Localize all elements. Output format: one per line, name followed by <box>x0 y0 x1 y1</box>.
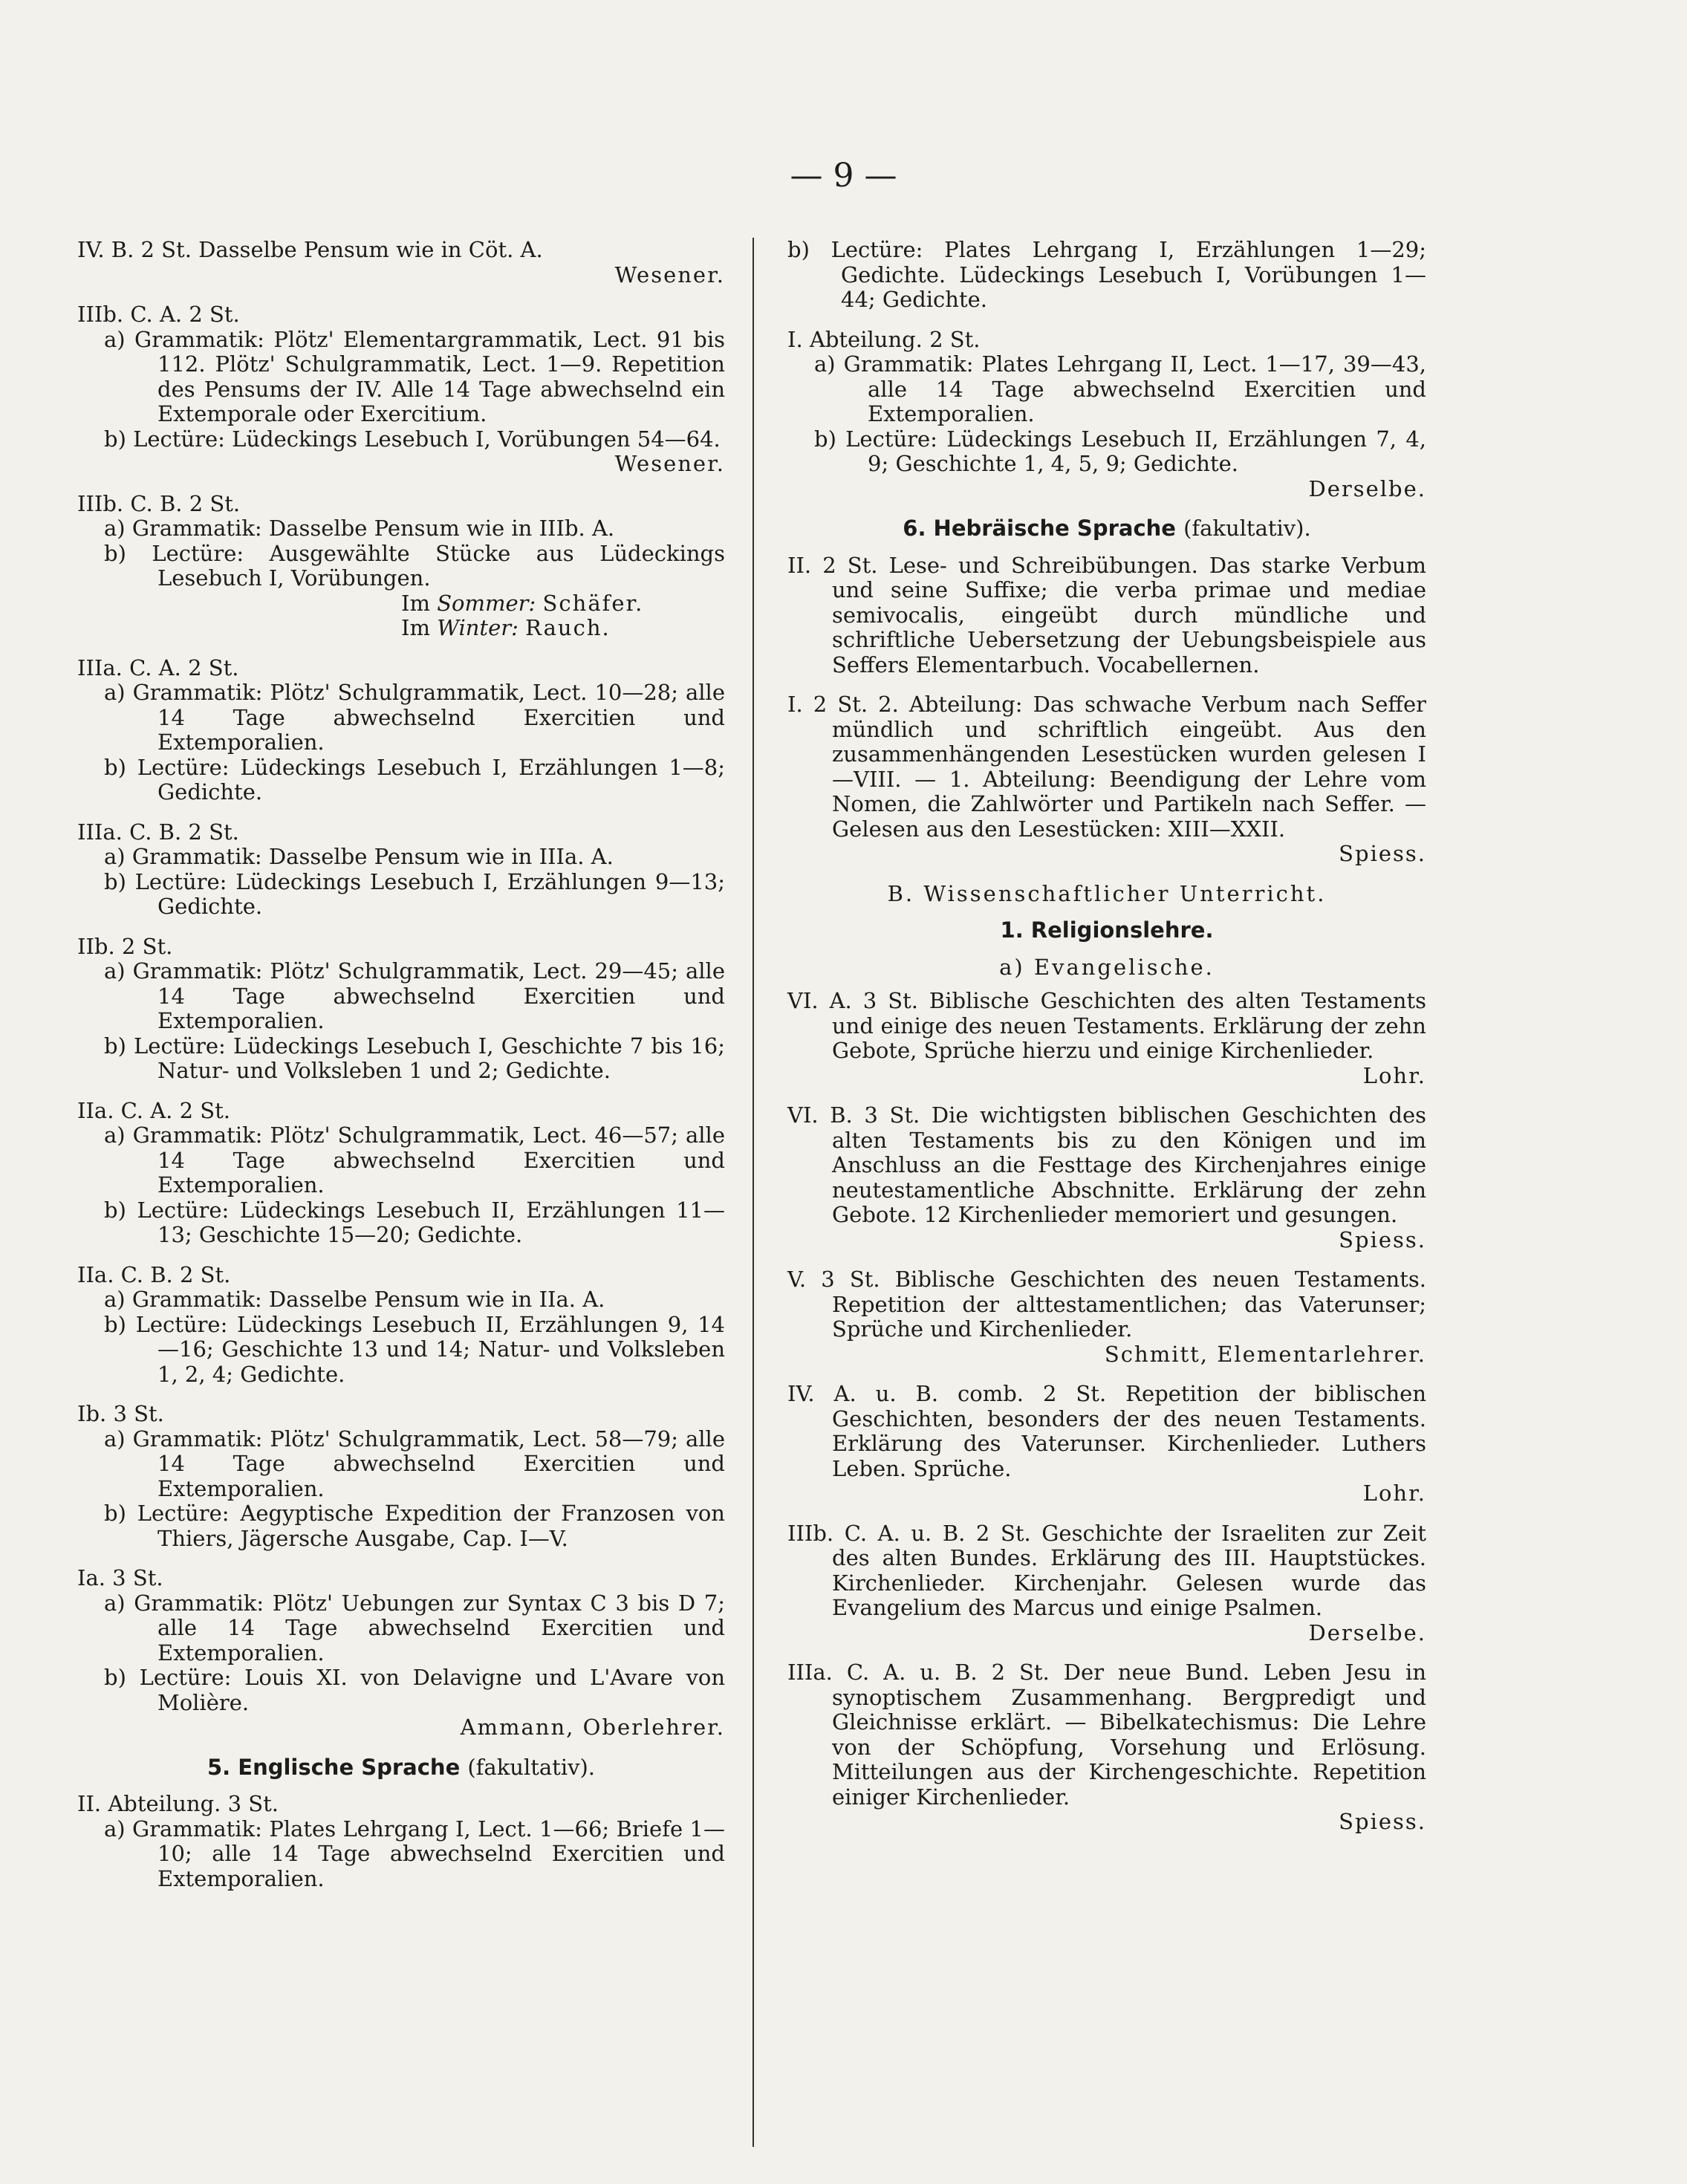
label: Im <box>401 615 430 640</box>
section-suffix: (fakultativ). <box>1183 516 1311 541</box>
entry-text: IIIa. C. A. u. B. 2 St. Der neue Bund. Leben Jesu in synoptischem Zusammenhang. Bergpredigt und Gleichnisse erklärt. — Bibelkatechismus: Die Lehre von der Schöpfung, Vorsehung und Erlösung. Mitteilungen aus der Kirchengeschichte. Repetition einiger Kirchenlieder. <box>787 1660 1426 1810</box>
entry-iiib-ca <box>77 302 725 477</box>
section-heading-religion: 1. Religionslehre. <box>1000 917 1214 943</box>
right-column <box>787 238 1426 1850</box>
entry-item: b) Lectüre: Lüdeckings Lesebuch I, Erzählungen 1—8; Gedichte. <box>104 754 725 805</box>
entry-head: IV. B. 2 St. Dasselbe Pensum wie in Cöt. A. <box>77 237 543 262</box>
teacher-signature: Wesener. <box>614 261 725 287</box>
entry-head: IIIa. C. B. 2 St. <box>77 819 239 845</box>
entry-item: a) Grammatik: Plötz' Schulgrammatik, Lect. 58—79; alle 14 Tage abwechselnd Exercitien und Extemporalien. <box>104 1426 725 1501</box>
entry-head: IIIb. C. A. 2 St. <box>77 302 240 327</box>
section-heading-hebrew <box>787 516 1426 542</box>
entry-head: Ib. 3 St. <box>77 1401 164 1426</box>
entry-english-ii-cont <box>787 238 1426 313</box>
entry-item: a) Grammatik: Plötz' Schulgrammatik, Lect. 10—28; alle 14 Tage abwechselnd Exercitien und Extemporalien. <box>104 680 725 755</box>
entry-head: IIb. 2 St. <box>77 933 173 959</box>
section-heading-english <box>77 1755 725 1781</box>
entry-item: a) Grammatik: Plates Lehrgang II, Lect. 1—17, 39—43, alle 14 Tage abwechselnd Exercitien und Extemporalien. <box>814 351 1426 426</box>
label: Im <box>401 590 430 616</box>
season: Sommer: <box>437 590 536 616</box>
entry-item: b) Lectüre: Lüdeckings Lesebuch I, Vorübungen 54—64. <box>104 426 721 452</box>
teacher-signature: Spiess. <box>1339 1226 1426 1252</box>
section-suffix: (fakultativ). <box>467 1754 596 1780</box>
entry-head: II. Abteilung. 3 St. <box>77 1791 279 1816</box>
entry-rel-iiia <box>787 1660 1426 1835</box>
entry-item: b) Lectüre: Lüdeckings Lesebuch I, Erzählungen 9—13; Gedichte. <box>104 868 725 919</box>
entry-text: VI. B. 3 St. Die wichtigsten biblischen Geschichten des alten Testaments bis zu den Königen und im Anschluss an die Festtage des Kirchenjahres einige neutestamentliche Abschnitte. Erklärung der zehn Gebote. 12 Kirchenlieder memoriert und gesungen. <box>787 1102 1426 1227</box>
entry-text: I. 2 St. 2. Abteilung: Das schwache Verbum nach Seffer mündlich und schriftlich eingeübt. Aus den zusammenhängenden Lesestücken wurden gelesen I—VIII. — 1. Abteilung: Beendigung der Lehre vom Nomen, die Zahlwörter und Partikeln nach Seffer. — Gelesen aus den Lesestücken: XIII—XXII. <box>787 692 1426 842</box>
entry-text: IV. A. u. B. comb. 2 St. Repetition der biblischen Geschichten, besonders der des neuen Testaments. Erklärung des Vaterunser. Kirchenlieder. Luthers Leben. Sprüche. <box>787 1381 1426 1481</box>
entry-rel-v <box>787 1267 1426 1367</box>
entry-head: I. Abteilung. 2 St. <box>787 326 981 352</box>
winter-teacher <box>401 616 725 641</box>
entry-rel-via <box>787 989 1426 1088</box>
entry-text: II. 2 St. Lese- und Schreibübungen. Das starke Verbum und seine Suffixe; die verba primae und mediae semivocalis, eingeübt durch mündliche und schriftliche Uebersetzung der Uebungsbeispiele aus Seffers Elementarbuch. Vocabellernen. <box>787 552 1426 677</box>
subsection-evangelical: a) Evangelische. <box>999 954 1215 980</box>
entry-item: a) Grammatik: Plötz' Schulgrammatik, Lect. 29—45; alle 14 Tage abwechselnd Exercitien und Extemporalien. <box>104 958 725 1033</box>
entry-item: a) Grammatik: Plötz' Schulgrammatik, Lect. 46—57; alle 14 Tage abwechselnd Exercitien und Extemporalien. <box>104 1122 725 1197</box>
entry-head: Ia. 3 St. <box>77 1565 163 1590</box>
teacher-signature: Ammann, Oberlehrer. <box>460 1715 725 1740</box>
entry-english-ii <box>77 1792 725 1891</box>
teacher-signature: Spiess. <box>1339 1809 1426 1834</box>
entry-iiia-ca <box>77 656 725 805</box>
teacher-name: Rauch. <box>525 615 611 640</box>
entry-text: IIIb. C. A. u. B. 2 St. Geschichte der Israeliten zur Zeit des alten Bundes. Erklärung des III. Hauptstückes. Kirchenlieder. Kirchenjahr. Gelesen wurde das Evangelium des Marcus und einige Psalmen. <box>787 1520 1426 1620</box>
entry-rel-iv <box>787 1382 1426 1507</box>
entry-head: IIIa. C. A. 2 St. <box>77 654 239 680</box>
teacher-signature: Derselbe. <box>1308 475 1426 501</box>
entry-iia-cb <box>77 1263 725 1388</box>
entry-text: V. 3 St. Biblische Geschichten des neuen Testaments. Repetition der alttestamentlichen; das Vaterunser; Sprüche und Kirchenlieder. <box>787 1267 1426 1342</box>
entry-item: a) Grammatik: Plates Lehrgang I, Lect. 1—66; Briefe 1—10; alle 14 Tage abwechselnd Exercitien und Extemporalien. <box>104 1816 725 1891</box>
page-number: — 9 — <box>790 157 897 195</box>
entry-item: b) Lectüre: Plates Lehrgang I, Erzählungen 1—29; Gedichte. Lüdeckings Lesebuch I, Vorübungen 1—44; Gedichte. <box>787 237 1426 312</box>
entry-item: a) Grammatik: Plötz' Uebungen zur Syntax C 3 bis D 7; alle 14 Tage abwechselnd Exercitien und Extemporalien. <box>104 1590 725 1665</box>
teacher-signature: Lohr. <box>1362 1481 1426 1506</box>
entry-iib <box>77 935 725 1084</box>
entry-english-i <box>787 328 1426 502</box>
summer-teacher <box>401 591 725 617</box>
entry-item: a) Grammatik: Dasselbe Pensum wie in IIIa. A. <box>104 844 614 869</box>
entry-item: a) Grammatik: Plötz' Elementargrammatik, Lect. 91 bis 112. Plötz' Schulgrammatik, Lect. 1—9. Repetition des Pensums der IV. Alle 14 Tage abwechselnd ein Extemporale oder Exercitium. <box>104 326 725 426</box>
left-column <box>77 238 725 1906</box>
section-title: 6. Hebräische Sprache <box>903 516 1176 541</box>
entry-item: b) Lectüre: Lüdeckings Lesebuch I, Geschichte 7 bis 16; Natur- und Volksleben 1 und 2; Gedichte. <box>104 1033 725 1083</box>
entry-ib <box>77 1402 725 1551</box>
teacher-signature: Schmitt, Elementarlehrer. <box>1104 1341 1426 1367</box>
entry-item: b) Lectüre: Aegyptische Expedition der Franzosen von Thiers, Jägersche Ausgabe, Cap. I—V. <box>104 1501 725 1551</box>
section-heading-b: B. Wissenschaftlicher Unterricht. <box>887 880 1327 906</box>
entry-item: b) Lectüre: Lüdeckings Lesebuch II, Erzählungen 9, 14—16; Geschichte 13 und 14; Natur- und Volksleben 1, 2, 4; Gedichte. <box>104 1311 725 1387</box>
column-divider <box>753 238 754 2147</box>
teacher-signature: Lohr. <box>1362 1062 1426 1088</box>
entry-item: b) Lectüre: Ausgewählte Stücke aus Lüdeckings Lesebuch I, Vorübungen. <box>104 540 725 591</box>
teacher-signature: Spiess. <box>1339 841 1426 866</box>
entry-head: IIa. C. A. 2 St. <box>77 1097 231 1123</box>
entry-head: IIIb. C. B. 2 St. <box>77 490 241 516</box>
entry-text: VI. A. 3 St. Biblische Geschichten des alten Testaments und einige des neuen Testaments. Erklärung der zehn Gebote, Sprüche hierzu und einige Kirchenlieder. <box>787 988 1426 1063</box>
entry-item: b) Lectüre: Lüdeckings Lesebuch II, Erzählungen 11—13; Geschichte 15—20; Gedichte. <box>104 1197 725 1247</box>
entry-rel-vib <box>787 1103 1426 1252</box>
entry-head: IIa. C. B. 2 St. <box>77 1261 231 1287</box>
teacher-signature: Wesener. <box>614 451 725 476</box>
entry-iv-b <box>77 238 725 287</box>
section-title: 5. Englische Sprache <box>207 1754 461 1780</box>
entry-item: b) Lectüre: Lüdeckings Lesebuch II, Erzählungen 7, 4, 9; Geschichte 1, 4, 5, 9; Gedichte. <box>814 426 1426 476</box>
teacher-signature: Derselbe. <box>1308 1619 1426 1645</box>
entry-item: a) Grammatik: Dasselbe Pensum wie in IIIb. A. <box>104 516 615 541</box>
entry-item: a) Grammatik: Dasselbe Pensum wie in IIa. A. <box>104 1287 605 1312</box>
entry-hebrew-i <box>787 692 1426 867</box>
entry-ia <box>77 1566 725 1741</box>
entry-rel-iiib <box>787 1521 1426 1646</box>
entry-hebrew-ii <box>787 553 1426 678</box>
entry-iia-ca <box>77 1099 725 1248</box>
season: Winter: <box>437 615 519 640</box>
entry-iiia-cb <box>77 820 725 920</box>
entry-iiib-cb <box>77 492 725 641</box>
entry-item: b) Lectüre: Louis XI. von Delavigne und L'Avare von Molière. <box>104 1665 725 1715</box>
teacher-name: Schäfer. <box>542 590 644 616</box>
